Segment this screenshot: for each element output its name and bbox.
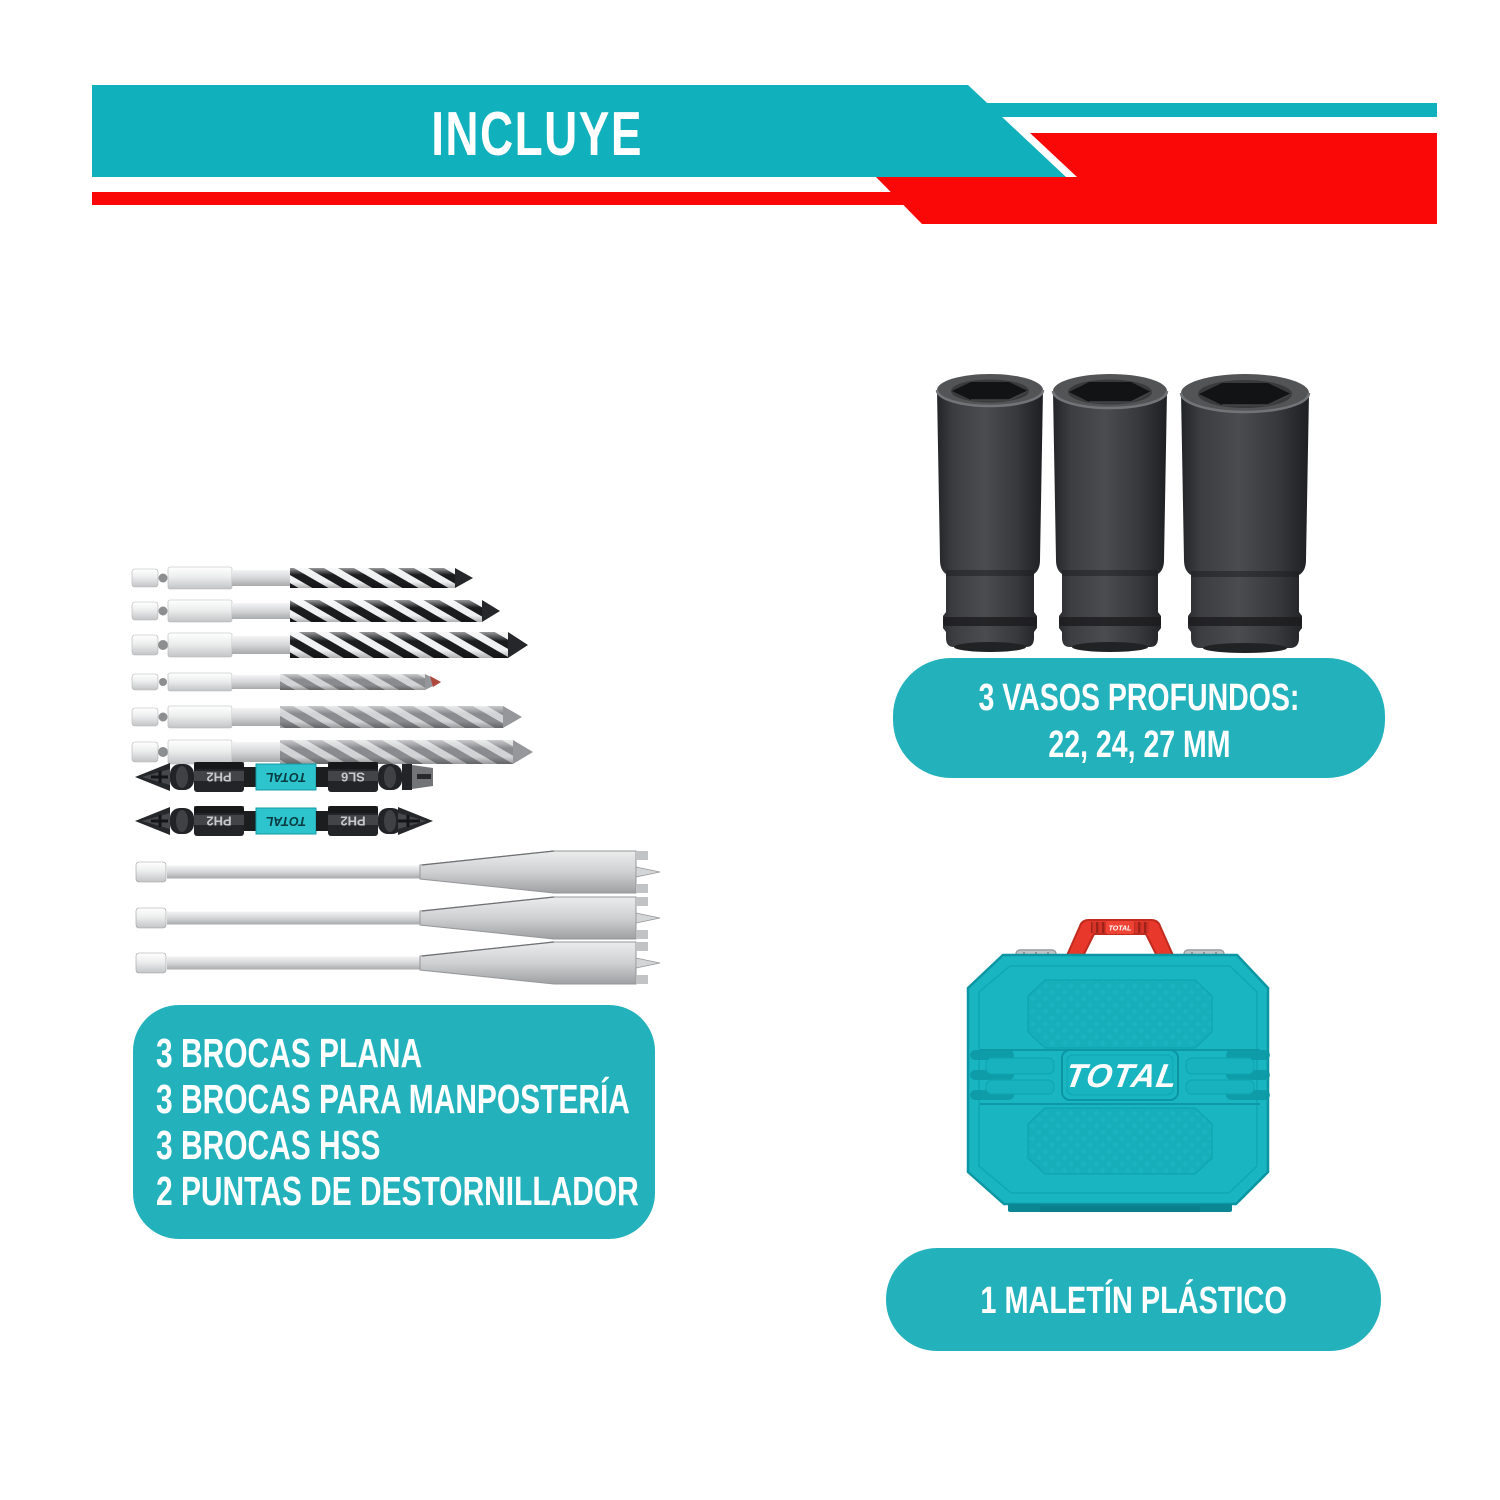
bits-label-line: 3 BROCAS PARA MANPOSTERÍA [156, 1076, 630, 1122]
case-brand-logo: TOTAL [1062, 1058, 1182, 1095]
case-illustration [950, 900, 1290, 1220]
page-title [92, 97, 982, 173]
case-body [968, 955, 1270, 1212]
header-teal-stripe [950, 103, 1437, 117]
masonry-bit [132, 706, 522, 728]
bits-label [133, 1005, 655, 1239]
masonry-bit [132, 673, 441, 691]
case-handle-brand: TOTAL [1108, 925, 1132, 933]
spade-bit [136, 942, 660, 984]
spade-bit [136, 897, 660, 939]
bits-label-line: 3 BROCAS HSS [156, 1122, 381, 1168]
sockets-illustration [920, 360, 1320, 656]
socket-22mm [937, 374, 1043, 652]
sockets-label-line: 22, 24, 27 MM [1047, 724, 1231, 766]
header-red-stripe [92, 192, 972, 205]
hss-bit [132, 632, 528, 658]
hss-bit [132, 600, 500, 622]
case-label-line: 1 MALETÍN PLÁSTICO [980, 1280, 1287, 1322]
case-label [886, 1248, 1381, 1351]
socket-24mm [1053, 374, 1167, 652]
bits-label-line: 3 BROCAS PLANA [156, 1030, 423, 1076]
bits-illustration [130, 560, 675, 1000]
socket-27mm [1181, 374, 1309, 653]
sockets-label [893, 658, 1385, 778]
page-title-text: INCLUYE [431, 100, 643, 169]
sockets-label-line: 3 VASOS PROFUNDOS: [978, 677, 1300, 719]
bit-marking-brand: TOTAL [265, 770, 307, 784]
bit-marking-ph2: PH2 [340, 813, 366, 829]
bit-marking-sl6: SL6 [341, 769, 365, 785]
bit-marking-ph2: PH2 [206, 813, 232, 829]
driver-bit [135, 762, 433, 792]
bit-marking-ph2: PH2 [206, 769, 232, 785]
spade-bit [136, 851, 660, 893]
driver-bit [135, 806, 433, 836]
bit-marking-brand: TOTAL [265, 814, 307, 828]
hss-bit [132, 567, 473, 589]
masonry-bit [132, 740, 533, 764]
bits-label-line: 2 PUNTAS DE DESTORNILLADOR [156, 1168, 639, 1214]
